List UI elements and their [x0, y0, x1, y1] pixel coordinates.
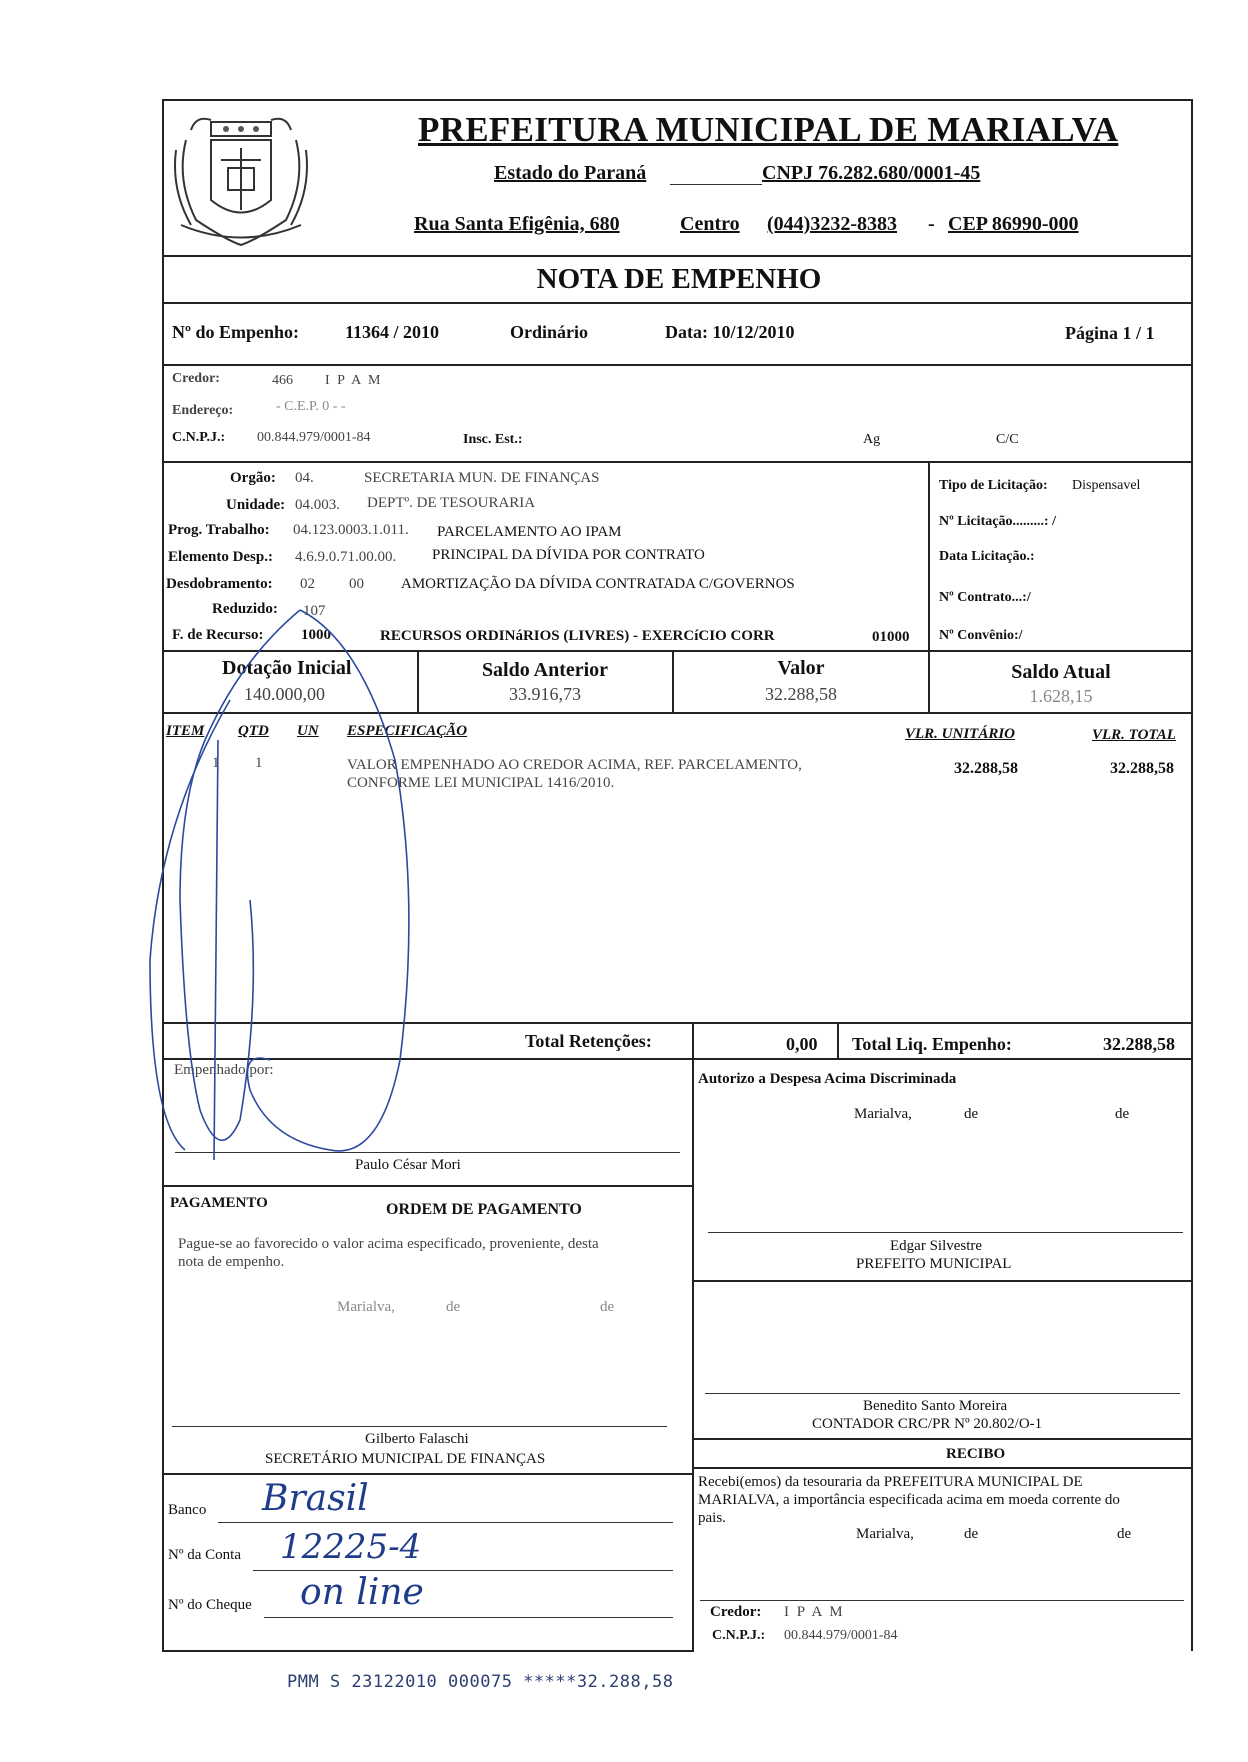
tipo-licitacao-value: Dispensavel [1072, 478, 1141, 493]
header-address: Rua Santa Efigênia, 680 [414, 213, 620, 235]
dotacao-value: 140.000,00 [244, 684, 325, 704]
divider-totals [162, 1058, 1192, 1060]
doc-title: NOTA DE EMPENHO [536, 263, 822, 295]
frame-right [1191, 99, 1193, 1651]
saldo-atual-label: Saldo Atual [1011, 661, 1111, 683]
autorizo-label: Autorizo a Despesa Acima Discriminada [698, 1071, 957, 1087]
banco-line [218, 1522, 673, 1523]
orgao-label: Orgão: [230, 470, 276, 486]
recibo-de1: de [964, 1526, 979, 1542]
recibo-city: Marialva, [856, 1526, 914, 1542]
empenho-date: Data: 10/12/2010 [665, 322, 795, 342]
divider-secretario [162, 1473, 692, 1475]
header-title: PREFEITURA MUNICIPAL DE MARIALVA [418, 110, 1119, 149]
unidade-label: Unidade: [226, 497, 286, 513]
divider-budget [162, 650, 1192, 652]
divider-empenhado [162, 1185, 692, 1187]
desdobramento-label: Desdobramento: [166, 576, 273, 592]
header-cep: CEP 86990-000 [948, 213, 1079, 235]
divider-licitacao-vertical [928, 461, 930, 651]
pagamento-label: PAGAMENTO [170, 1195, 268, 1211]
prefeito-name: Edgar Silvestre [890, 1238, 983, 1254]
divider-prefeito [692, 1280, 1192, 1282]
prog-label: Prog. Trabalho: [168, 522, 270, 538]
recibo-credor-label: Credor: [710, 1604, 762, 1620]
endereco-value: - C.E.P. 0 - - [276, 399, 346, 414]
frame-bottom-left [162, 1650, 692, 1652]
recibo-text-line1: Recebi(emos) da tesouraria da PREFEITURA MUNICIPAL DE [698, 1474, 1083, 1490]
secretario-name: Gilberto Falaschi [365, 1431, 469, 1447]
unidade-code: 04.003. [295, 497, 340, 513]
desdobramento-name: AMORTIZAÇÃO DA DÍVIDA CONTRATADA C/GOVERNOS [401, 576, 795, 592]
pagamento-text-line1: Pague-se ao favorecido o valor acima especificado, proveniente, desta [178, 1236, 599, 1252]
cheque-handwritten-value: on line [300, 1572, 424, 1613]
numero-licitacao: Nº Licitação.........: / [939, 514, 1056, 529]
divider-empenho [162, 364, 1192, 366]
row-qtd: 1 [255, 755, 263, 771]
row-item: 1 [212, 755, 220, 771]
contador-signature-line [705, 1393, 1180, 1394]
endereco-label: Endereço: [172, 403, 234, 418]
totals-divider [837, 1022, 839, 1058]
empenho-type: Ordinário [510, 322, 589, 342]
numero-contrato: Nº Contrato...:/ [939, 590, 1031, 605]
orgao-name: SECRETARIA MUN. DE FINANÇAS [364, 470, 600, 486]
col-un-header: UN [297, 723, 319, 739]
header-state-underline [670, 184, 762, 185]
conta-handwritten-value: 12225-4 [280, 1527, 422, 1567]
tipo-licitacao-label: Tipo de Licitação: [939, 478, 1048, 493]
recurso-code: 1000 [301, 627, 331, 643]
recibo-de2: de [1117, 1526, 1132, 1542]
secretario-title: SECRETÁRIO MUNICIPAL DE FINANÇAS [265, 1451, 546, 1467]
recibo-title: RECIBO [946, 1446, 1006, 1462]
pagamento-de1: de [446, 1299, 461, 1315]
saldo-anterior-value: 33.916,73 [509, 684, 581, 704]
recurso-name: RECURSOS ORDINáRIOS (LIVRES) - EXERCíCIO CORR [380, 628, 775, 644]
autorizo-city: Marialva, [854, 1106, 912, 1122]
banco-label: Banco [168, 1502, 207, 1518]
prog-name: PARCELAMENTO AO IPAM [437, 524, 622, 540]
divider-recibo [692, 1467, 1192, 1469]
divider-header [162, 255, 1192, 257]
elemento-label: Elemento Desp.: [168, 549, 273, 565]
contador-title: CONTADOR CRC/PR Nº 20.802/O-1 [812, 1416, 1043, 1432]
row-spec-line1: VALOR EMPENHADO AO CREDOR ACIMA, REF. PARCELAMENTO, [347, 757, 802, 773]
pagamento-city: Marialva, [337, 1299, 395, 1315]
col-item-header: ITEM [166, 723, 205, 739]
saldo-anterior-label: Saldo Anterior [481, 659, 609, 681]
conta-label: Nº da Conta [168, 1547, 241, 1563]
contador-name: Benedito Santo Moreira [863, 1398, 1008, 1414]
banco-handwritten-value: Brasil [262, 1478, 369, 1519]
row-spec-line2: CONFORME LEI MUNICIPAL 1416/2010. [347, 775, 615, 791]
header-phone: (044)3232-8383 [767, 213, 897, 235]
valor-value: 32.288,58 [765, 684, 837, 704]
secretario-signature-line [172, 1426, 667, 1427]
recurso-label: F. de Recurso: [172, 627, 264, 643]
autorizo-de1: de [964, 1106, 979, 1122]
saldo-atual-value: 1.628,15 [1029, 686, 1093, 706]
col-total-header: VLR. TOTAL [1092, 727, 1176, 743]
divider-contador [692, 1438, 1192, 1440]
cc-label: C/C [996, 432, 1019, 447]
header-separator: - [928, 213, 935, 235]
frame-left [162, 99, 164, 1651]
row-total-value: 32.288,58 [1110, 760, 1174, 777]
header-state: Estado do Paraná [494, 162, 647, 184]
cheque-label: Nº do Cheque [168, 1597, 252, 1613]
recibo-signature-line [700, 1600, 1184, 1601]
col-qtd-header: QTD [238, 723, 269, 739]
recibo-text-line3: pais. [698, 1510, 726, 1526]
divider-main-vertical [692, 1022, 694, 1652]
header-cnpj: CNPJ 76.282.680/0001-45 [762, 162, 981, 184]
recurso-number: 01000 [872, 629, 910, 645]
elemento-name: PRINCIPAL DA DÍVIDA POR CONTRATO [432, 547, 705, 563]
numero-convenio: Nº Convênio:/ [939, 628, 1023, 643]
divider-saldos [162, 712, 1192, 714]
credor-label: Credor: [172, 371, 220, 386]
col-spec-header: ESPECIFICAÇÃO [347, 723, 468, 739]
credor-name: I P A M [325, 373, 383, 388]
orgao-code: 04. [295, 470, 314, 486]
empenhado-label: Empenhado por: [174, 1062, 274, 1078]
total-liquido-value: 32.288,58 [1103, 1034, 1175, 1054]
empenhado-name: Paulo César Mori [355, 1157, 461, 1173]
total-liquido-label: Total Liq. Empenho: [852, 1034, 1012, 1054]
insc-est-label: Insc. Est.: [463, 432, 523, 447]
recibo-text-line2: MARIALVA, a importância especificada acima em moeda corrente do [698, 1492, 1120, 1508]
dotacao-label: Dotação Inicial [222, 657, 352, 679]
empenhado-signature-line [175, 1152, 680, 1153]
divider-title [162, 302, 1192, 304]
authentication-stamp: PMM S 23122010 000075 *****32.288,58 [287, 1672, 674, 1692]
credor-cnpj-label: C.N.P.J.: [172, 430, 226, 445]
desdobramento-code1: 02 [300, 576, 315, 592]
prefeito-title: PREFEITO MUNICIPAL [856, 1256, 1012, 1272]
unidade-name: DEPTº. DE TESOURARIA [367, 495, 536, 511]
recibo-cnpj-label: C.N.P.J.: [712, 1628, 766, 1643]
prog-code: 04.123.0003.1.011. [293, 522, 409, 538]
prefeito-signature-line [708, 1232, 1183, 1233]
conta-line [253, 1570, 673, 1571]
pagamento-de2: de [600, 1299, 615, 1315]
recibo-cnpj-value: 00.844.979/0001-84 [784, 1628, 898, 1643]
empenho-number-label: Nº do Empenho: [172, 322, 299, 342]
empenho-page: Página 1 / 1 [1065, 323, 1155, 343]
credor-code: 466 [272, 373, 293, 388]
credor-cnpj-value: 00.844.979/0001-84 [257, 430, 371, 445]
autorizo-de2: de [1115, 1106, 1130, 1122]
reduzido-value: 107 [303, 603, 326, 619]
total-retencoes-label: Total Retenções: [525, 1031, 652, 1051]
reduzido-label: Reduzido: [212, 601, 278, 617]
pagamento-text-line2: nota de empenho. [178, 1254, 285, 1270]
elemento-code: 4.6.9.0.71.00.00. [295, 549, 397, 565]
coat-of-arms-logo [166, 100, 316, 252]
row-unit-value: 32.288,58 [954, 760, 1018, 777]
ordem-pagamento-label: ORDEM DE PAGAMENTO [386, 1201, 582, 1218]
ag-label: Ag [863, 432, 881, 447]
empenho-number: 11364 / 2010 [345, 322, 440, 342]
desdobramento-code2: 00 [349, 576, 364, 592]
total-retencoes-value: 0,00 [786, 1034, 818, 1054]
valor-label: Valor [777, 657, 825, 679]
data-licitacao: Data Licitação.: [939, 549, 1035, 564]
divider-credor [162, 461, 1192, 463]
col-unit-header: VLR. UNITÁRIO [905, 726, 1016, 742]
divider-items-bottom [162, 1022, 1192, 1024]
frame-top [162, 99, 1192, 101]
header-district: Centro [680, 213, 740, 235]
recibo-credor-value: I P A M [784, 1604, 845, 1620]
cheque-line [264, 1617, 673, 1618]
